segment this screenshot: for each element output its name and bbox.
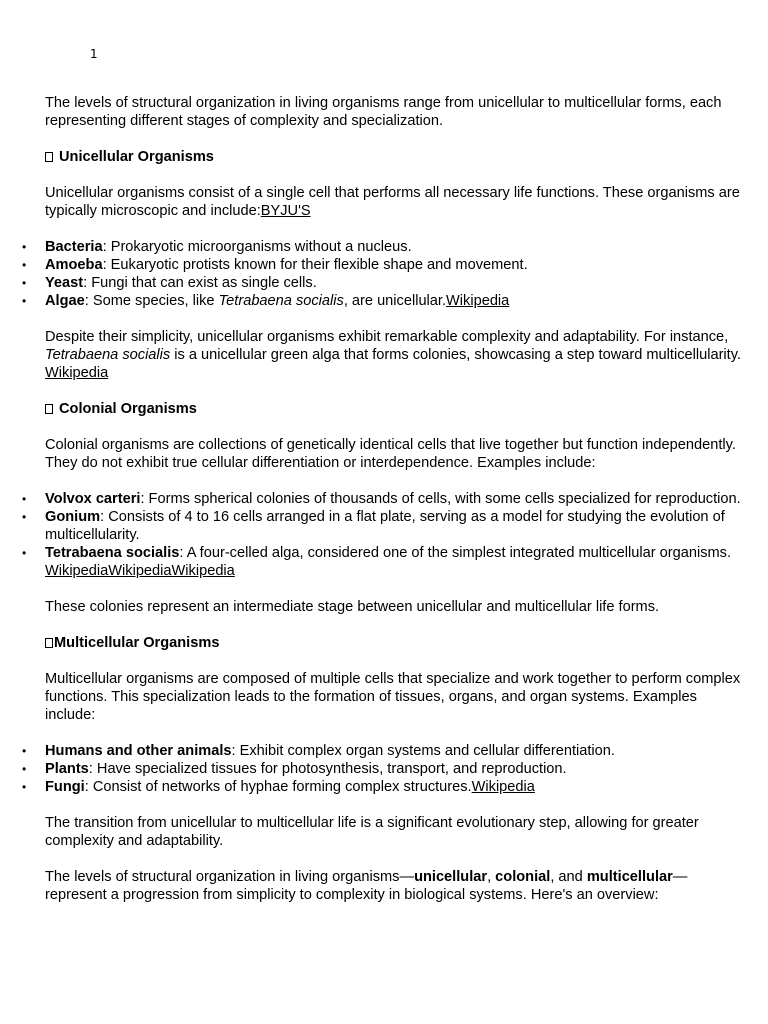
list-item [45,742,745,760]
document-body [45,94,745,922]
list-item-term: Fungi [45,779,85,795]
missing-glyph-icon [45,638,53,648]
list-item-text: : Fungi that can exist as single cells. [83,275,317,291]
list-item [45,490,745,508]
transition-paragraph: The transition from unicellular to multicellular life is a significant evolutionary step, allowing for greater complexity and adaptability. [45,815,699,849]
intro-paragraph: The levels of structural organization in living organisms range from unicellular to multicellular forms, each representing different stages of complexity and specialization. [45,95,722,129]
list-item-text: : A four-celled alga, considered one of the simplest integrated multicellular organisms. [179,545,732,561]
unicellular-list [45,238,745,310]
summary-text: —represent a progression from simplicity to complexity in biological systems. Here's an overview: [45,869,688,903]
list-item-text: : Have specialized tissues for photosynthesis, transport, and reproduction. [88,761,567,777]
list-item-term: Algae [45,293,85,309]
colonial-note: These colonies represent an intermediate stage between unicellular and multicellular life forms. [45,599,660,615]
note-text: is a unicellular green alga that forms colonies, showcasing a step toward multicellularity. [170,347,741,363]
colonial-description: Colonial organisms are collections of genetically identical cells that live together but function independently. They do not exhibit true cellular differentiation or interdependence. Examples include: [45,437,736,471]
list-item-term: Humans and other animals [45,743,232,759]
wikipedia-source-link[interactable]: Wikipedia [45,365,109,381]
note-text: Despite their simplicity, unicellular organisms exhibit remarkable complexity and adaptability. For instance, [45,329,729,345]
list-item [45,508,745,544]
list-item [45,256,745,274]
list-item-term: Tetrabaena socialis [45,545,180,561]
missing-glyph-icon [45,152,53,162]
unicellular-heading [45,148,745,166]
list-item-term: Gonium [45,509,101,525]
list-item-text: , are unicellular. [343,293,447,309]
species-name: Tetrabaena socialis [218,293,344,309]
list-item [45,760,745,778]
unicellular-description-text: Unicellular organisms consist of a single cell that performs all necessary life functions. These organisms are typically microscopic and include: [45,185,740,219]
list-item-text: : Consist of networks of hyphae forming complex structures. [84,779,472,795]
page-number: 1 [90,47,98,61]
list-item [45,292,745,310]
summary-term: unicellular [414,869,488,885]
list-item-term: Amoeba [45,257,103,273]
summary-term: multicellular [586,869,673,885]
list-item-text: : Exhibit complex organ systems and cellular differentiation. [231,743,615,759]
list-item-term: Plants [45,761,89,777]
wikipedia-source-link[interactable]: Wikipedia [471,779,535,795]
colonial-heading-text: Colonial Organisms [59,401,197,417]
summary-text: , and [550,869,587,885]
list-item [45,274,745,292]
list-item-text: : Some species, like [84,293,219,309]
missing-glyph-icon [45,404,53,414]
wikipedia-source-link[interactable]: WikipediaWikipediaWikipedia [45,563,235,579]
species-name: Tetrabaena socialis [45,347,171,363]
colonial-heading [45,400,745,418]
wikipedia-source-link[interactable]: Wikipedia [446,293,510,309]
summary-text: , [487,869,496,885]
list-item-text: : Consists of 4 to 16 cells arranged in a flat plate, serving as a model for studying the evolution of multicellularity. [45,509,725,543]
summary-term: colonial [495,869,551,885]
list-item-text: : Forms spherical colonies of thousands of cells, with some cells specialized for reproduction. [140,491,741,507]
list-item-term: Bacteria [45,239,103,255]
list-item [45,778,745,796]
multicellular-list [45,742,745,796]
multicellular-heading [45,634,745,652]
list-item-text: : Prokaryotic microorganisms without a nucleus. [102,239,412,255]
multicellular-description: Multicellular organisms are composed of multiple cells that specialize and work together to perform complex functions. This specialization leads to the formation of tissues, organs, and organ systems. Examples include: [45,671,741,723]
list-item-term: Volvox carteri [45,491,141,507]
list-item-text: : Eukaryotic protists known for their flexible shape and movement. [102,257,528,273]
multicellular-heading-text: Multicellular Organisms [54,635,220,651]
list-item-term: Yeast [45,275,84,291]
colonial-list [45,490,745,580]
byjus-source-link[interactable]: BYJU'S [260,203,311,219]
unicellular-description [45,184,745,220]
summary-paragraph [45,868,745,904]
list-item [45,544,745,580]
list-item [45,238,745,256]
summary-text: The levels of structural organization in living organisms— [45,869,415,885]
unicellular-note [45,328,745,382]
unicellular-heading-text: Unicellular Organisms [59,149,214,165]
